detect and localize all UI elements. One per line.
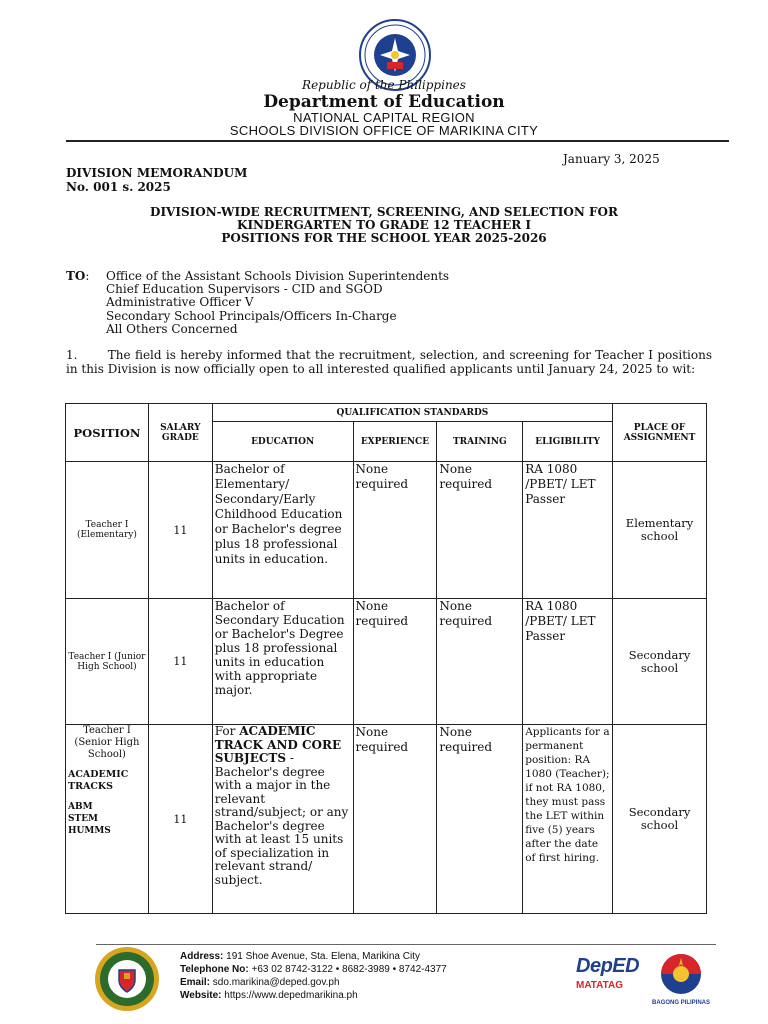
eligibility-cell: RA 1080 /PBET/ LET Passer [523,462,613,599]
address-line: Address: 191 Shoe Avenue, Sta. Elena, Marikina City [180,951,420,962]
paragraph-1: 1. The field is hereby informed that the recruitment, selection, and screening for Teacher I positions in this Division is now officially open to all interested qualified applicants until January 24, 2025 to wit: [66,348,712,376]
header-eligibility: ELIGIBILITY [523,422,613,462]
memo-date: January 3, 2025 [563,152,660,166]
telephone-line: Telephone No: +63 02 8742-3122 • 8682-3989 • 8742-4377 [180,964,447,975]
training-cell: None required [437,599,523,725]
recipients-block [66,270,626,340]
header-position: POSITION [66,404,149,462]
track-item: HUMMS [68,826,111,836]
contact-block [180,950,447,1002]
title-line-1: DIVISION-WIDE RECRUITMENT, SCREENING, AND SELECTION FOR [150,205,618,219]
track-item: STEM [68,814,99,824]
salary-grade-cell: 11 [148,599,212,725]
header-divider [66,140,729,142]
training-cell: None required [437,725,523,914]
header-education: EDUCATION [212,422,353,462]
sdo-marikina-logo-icon [94,946,160,1012]
eligibility-cell: RA 1080 /PBET/ LET Passer [523,599,613,725]
memo-title [66,206,702,245]
header-qualification-standards: QUALIFICATION STANDARDS [212,404,612,422]
division-office-name: SCHOOLS DIVISION OFFICE OF MARIKINA CITY [229,123,539,138]
position-cell: Teacher I (Elementary) [66,462,149,599]
experience-cell: None required [353,462,437,599]
recipient-item: Administrative Officer V [106,295,254,310]
tracks-label: ACADEMIC TRACKS [68,769,129,792]
recipient-item: Secondary School Principals/Officers In-Charge [106,308,397,323]
recipient-item: Chief Education Supervisors - CID and SGOD [106,282,383,297]
title-line-2: KINDERGARTEN TO GRADE 12 TEACHER I [237,218,531,232]
memo-type: DIVISION MEMORANDUM [66,166,248,180]
recipient-item: All Others Concerned [106,321,238,336]
to-label: TO: [66,269,90,283]
training-cell: None required [437,462,523,599]
header-place-of-assignment: PLACE OF ASSIGNMENT [613,404,707,462]
email-line: Email: sdo.marikina@deped.gov.ph [180,977,340,988]
place-cell: Secondary school [613,599,707,725]
qualification-table [65,403,707,914]
education-cell: For ACADEMIC TRACK AND CORE SUBJECTS - Bachelor's degree with a major in the relevant strand/subject; or any Bachelor's degree with at least 15 units of specialization in relevant strand/ subject. [212,725,353,914]
place-cell: Secondary school [613,725,707,914]
track-item: ABM [68,802,93,812]
header-salary-grade: SALARY GRADE [148,404,212,462]
republic-label: Republic of the Philippines [302,78,466,92]
deped-matatag-logo-icon: DepED MATATAG [576,955,640,991]
salary-grade-cell: 11 [148,725,212,914]
position-cell: Teacher I (Junior High School) [66,599,149,725]
position-title: Teacher I (Senior High School) [74,725,140,760]
table-row [66,462,707,599]
title-line-3: POSITIONS FOR THE SCHOOL YEAR 2025-2026 [221,231,547,245]
recipient-list [106,270,449,336]
position-cell [66,725,149,914]
footer-divider [96,944,716,945]
region-name: NATIONAL CAPITAL REGION [293,110,475,125]
education-bold-text: ACADEMIC TRACK AND CORE SUBJECTS [214,724,342,765]
bagong-pilipinas-logo-icon: BAGONG PILIPINAS [650,952,712,1008]
header-training: TRAINING [437,422,523,462]
memo-number: No. 001 s. 2025 [66,180,171,194]
education-cell: Bachelor of Elementary/ Secondary/Early Childhood Education or Bachelor's degree plus 18 professional units in education. [212,462,353,599]
salary-grade-cell: 11 [148,462,212,599]
eligibility-cell: Applicants for a permanent position: RA 1080 (Teacher); if not RA 1080, they must pass the LET within five (5) years after the date of first hiring. [523,725,613,914]
experience-cell: None required [353,599,437,725]
education-cell: Bachelor of Secondary Education or Bachelor's Degree plus 18 professional units in education with appropriate major. [212,599,353,725]
memo-heading [66,166,247,194]
table-row [66,599,707,725]
table-row [66,725,707,914]
experience-cell: None required [353,725,437,914]
header-experience: EXPERIENCE [353,422,437,462]
department-name: Department of Education [263,92,505,112]
website-line: Website: https://www.depedmarikina.ph [180,990,358,1001]
recipient-item: Office of the Assistant Schools Division Superintendents [106,269,450,283]
place-cell: Elementary school [613,462,707,599]
